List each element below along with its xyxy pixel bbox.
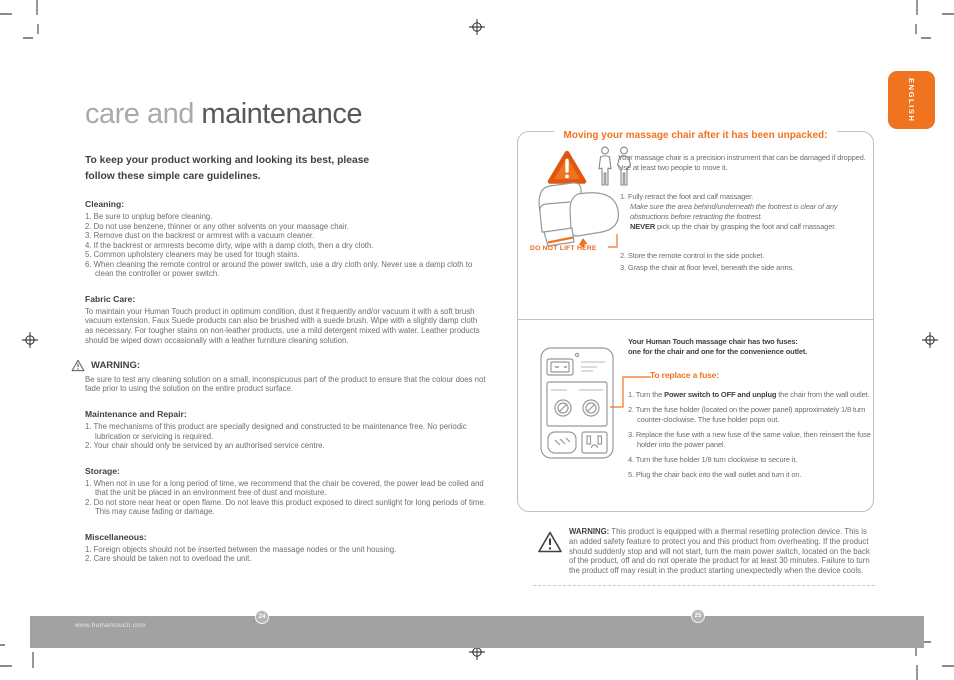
- list-item: 2. Care should be taken not to overload the unit.: [85, 554, 252, 564]
- do-not-lift-label: DO NOT LIFT HERE: [530, 245, 597, 252]
- fuse-step-1-post: the chair from the wall outlet.: [776, 390, 870, 399]
- list-item: 2. Your chair should only be serviced by an authorised service centre.: [85, 441, 325, 451]
- list-item: 2. Do not store near heat or open flame. Do not leave this product exposed to direct sunlight for long periods of time. This may cause fading or damage.: [85, 497, 486, 517]
- maintenance-list: [85, 422, 487, 451]
- section-heading-maintenance: Maintenance and Repair:: [85, 409, 187, 420]
- moving-step-1-text: 1. Fully retract the foot and calf massager.: [620, 192, 754, 201]
- page-number-right: 25: [691, 609, 705, 623]
- never-bold: NEVER: [630, 222, 656, 231]
- list-item: 1. Be sure to unplug before cleaning.: [85, 212, 213, 221]
- box-title: [518, 125, 873, 143]
- moving-step-1: [620, 192, 872, 232]
- never-rest: pick up the chair by grasping the foot and calf massager.: [655, 222, 837, 231]
- fuse-step-1: [628, 390, 875, 400]
- left-column: [85, 99, 487, 564]
- list-item: 2. Do not use benzene, thinner or any other solvents on your massage chair.: [85, 221, 349, 231]
- language-tab: [888, 71, 935, 129]
- list-item: 1. When not in use for a long period of time, we recommend that the chair be covered, the power lead be coiled and that the unit be placed in an environment free of dust and moisture.: [85, 478, 484, 498]
- page-number-left: 24: [255, 610, 269, 624]
- thermal-warning-text: [569, 527, 875, 576]
- moving-step-1-never: [620, 222, 872, 232]
- warning-outline-icon: [537, 530, 563, 554]
- footer-url: www.humantouch.com: [75, 622, 146, 629]
- section-heading-warning: WARNING:: [91, 359, 141, 371]
- miscellaneous-list: [85, 545, 487, 564]
- intro-paragraph: To keep your product working and looking its best, please follow these simple care guidelines.: [85, 155, 370, 182]
- fuse-step-3: 3. Replace the fuse with a new fuse of the same value, then reinsert the fuse holder into the power panel.: [628, 430, 871, 449]
- fuse-step-1-pre: 1. Turn the: [628, 390, 665, 399]
- thermal-warning-body: This product is equipped with a thermal resetting protection device. This is an added safety feature to protect you and this product from overheating. If the product should suddenly stop and will not start, turn the main power switch, located on the back of the product, off and do not operate the product for at least 30 minutes. Failure to turn the product off may result in the product starting unexpectedly when the device cools.: [569, 527, 870, 576]
- section-heading-storage: Storage:: [85, 465, 120, 476]
- fuse-step-1-bold: Power switch to OFF and unplug: [664, 390, 777, 399]
- footer-bar: [30, 616, 924, 648]
- list-item: 6. When cleaning the remote control or around the power switch, use a dry cloth only. Never use a damp cloth to clean the controller or power switch.: [85, 259, 473, 278]
- fuse-step-4: 4. Turn the fuse holder 1/8 turn clockwise to secure it.: [628, 455, 798, 464]
- moving-intro-line1: Your massage chair is a precision instrument that can be damaged if dropped.: [618, 153, 866, 162]
- moving-intro: [618, 153, 872, 173]
- fuse-step-2: 2. Turn the fuse holder (located on the power panel) approximately 1/8 turn counter-clockwise. The fuse holder pops out.: [628, 405, 866, 424]
- thermal-warning: [533, 527, 875, 586]
- fuse-section: [628, 337, 875, 480]
- list-item: 1. The mechanisms of this product are specially designed and constructed to be maintenance free. No periodic lubrication or servicing is required.: [85, 422, 467, 441]
- fabric-care-paragraph: To maintain your Human Touch product in optimum condition, dust it frequently and/or vacuum it with a soft brush vacuum extension. Faux Suede products can also be brushed with a suede brush. Wipe with a slightly damp cloth as necessary. For tougher stains on non-leather products, use a mild detergent mixed with water. Leather products should be wiped down occasionally with a leather furniture cleaning solution.: [85, 306, 480, 345]
- page-title-light: care and: [85, 98, 202, 130]
- fuse-heading: To replace a fuse:: [650, 370, 719, 380]
- warning-heading-row: [71, 359, 487, 372]
- moving-step-2: 2. Store the remote control in the side pocket.: [620, 251, 765, 260]
- moving-step-3: 3. Grasp the chair at floor level, beneath the side arms.: [620, 263, 795, 272]
- fuse-step-5: 5. Plug the chair back into the wall outlet and turn it on.: [628, 470, 802, 479]
- thermal-warning-label: WARNING:: [569, 527, 610, 536]
- chair-illustration: [528, 180, 626, 248]
- section-heading-miscellaneous: Miscellaneous:: [85, 531, 147, 542]
- fuse-intro-line2: one for the chair and one for the convenience outlet.: [628, 347, 808, 356]
- moving-instructions-box: [517, 131, 874, 512]
- section-heading-cleaning: Cleaning:: [85, 199, 125, 209]
- box-divider: [518, 319, 873, 320]
- section-heading-fabric-care: Fabric Care:: [85, 293, 136, 304]
- page-title-dark: maintenance: [201, 98, 362, 130]
- list-item: 4. If the backrest or armrests become dirty, wipe with a damp cloth, then a dry cloth.: [85, 240, 374, 250]
- list-item: 3. Remove dust on the backrest or armrest with a vacuum cleaner.: [85, 231, 315, 240]
- moving-step-1-note: Make sure the area behind/underneath the footrest is clear of any obstructions before retracting the footrest.: [630, 202, 838, 221]
- cleaning-list: [85, 212, 487, 279]
- warning-paragraph: Be sure to test any cleaning solution on a small, inconspicuous part of the product to ensure that the colour does not fade prior to using the solution on the entire product surface.: [85, 374, 486, 394]
- box-title-text: Moving your massage chair after it has been unpacked:: [554, 130, 838, 141]
- list-item: 5. Common upholstery cleaners may be used for tough stains.: [85, 250, 300, 259]
- storage-list: [85, 479, 487, 517]
- language-tab-label: ENGLISH: [907, 77, 916, 123]
- moving-intro-line2: Use at least two people to move it.: [618, 163, 728, 172]
- warning-outline-icon: [71, 359, 85, 372]
- page-title: [85, 99, 487, 129]
- list-item: 1. Foreign objects should not be inserted between the massage nodes or the unit housing.: [85, 544, 397, 554]
- power-panel-illustration: [539, 346, 615, 460]
- fuse-intro-line1: Your Human Touch massage chair has two fuses:: [628, 337, 798, 346]
